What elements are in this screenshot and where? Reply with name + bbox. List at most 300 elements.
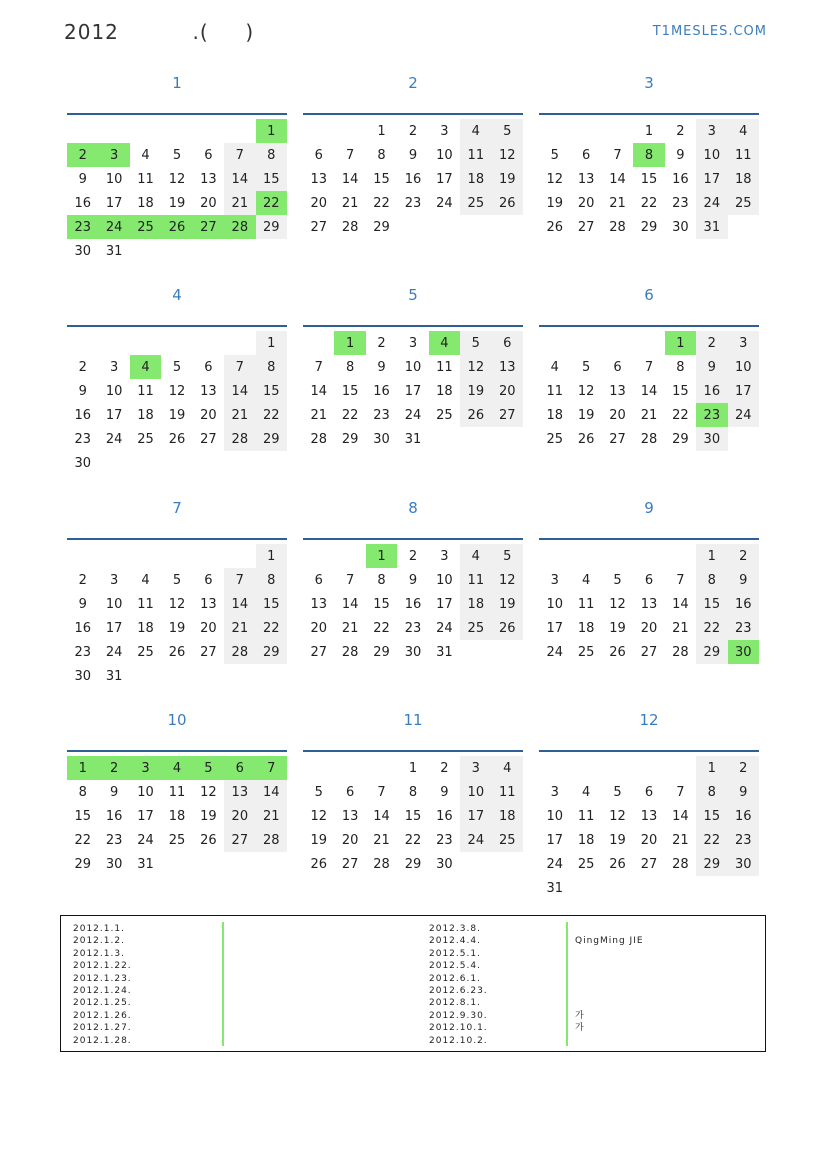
- day-cell: 20: [200, 195, 217, 211]
- day-cell: 8: [696, 568, 727, 592]
- empty-day: [570, 331, 601, 355]
- empty-day: [539, 756, 570, 780]
- day-cell: 16: [696, 379, 727, 403]
- day-cell: 11: [460, 568, 491, 592]
- empty-day: [602, 756, 633, 780]
- day-cell: 13: [341, 808, 359, 824]
- day-cell: 18: [168, 808, 186, 824]
- day-cell: 9: [676, 147, 685, 163]
- note-description: 가: [575, 1010, 585, 1021]
- month-name: 5: [408, 286, 418, 304]
- day-cell: 30: [436, 856, 453, 872]
- day-cell: 13: [640, 808, 658, 824]
- day-cell: 30: [728, 640, 759, 664]
- day-cell: 10: [546, 596, 563, 612]
- day-cell: 6: [224, 756, 255, 780]
- day-cell: 18: [137, 407, 154, 423]
- day-cell: 17: [105, 195, 123, 211]
- month-name: 6: [644, 286, 654, 304]
- day-cell: 26: [310, 856, 327, 872]
- day-cell: 21: [341, 620, 359, 636]
- month-day-grid: [303, 119, 523, 239]
- day-cell: 1: [256, 119, 287, 143]
- day-cell: 11: [436, 359, 453, 375]
- day-cell: 23: [728, 616, 759, 640]
- empty-day: [98, 544, 129, 568]
- day-cell: 15: [256, 167, 287, 191]
- day-cell: 6: [314, 147, 323, 163]
- day-cell: 7: [345, 147, 355, 163]
- day-cell: 10: [728, 355, 759, 379]
- day-cell: 23: [67, 215, 98, 239]
- day-cell: 16: [404, 171, 422, 187]
- day-cell: 13: [577, 171, 595, 187]
- day-cell: 13: [310, 596, 327, 612]
- day-cell: 2: [408, 548, 418, 564]
- notes-left-dates: [73, 923, 132, 1047]
- month-day-grid: [67, 331, 287, 475]
- day-cell: 22: [341, 407, 359, 423]
- day-cell: 11: [460, 143, 491, 167]
- day-cell: 23: [436, 832, 453, 848]
- day-cell: 25: [436, 407, 453, 423]
- day-cell: 24: [436, 620, 453, 636]
- day-cell: 27: [341, 856, 359, 872]
- day-cell: 28: [373, 856, 390, 872]
- day-cell: 17: [460, 804, 491, 828]
- day-cell: 10: [105, 596, 123, 612]
- day-cell: 8: [256, 355, 287, 379]
- day-cell: 18: [460, 592, 491, 616]
- day-cell: 14: [341, 171, 359, 187]
- day-cell: 30: [74, 668, 91, 684]
- empty-day: [161, 544, 192, 568]
- empty-day: [570, 119, 601, 143]
- day-cell: 28: [310, 431, 327, 447]
- day-cell: 3: [98, 143, 129, 167]
- day-cell: 8: [256, 568, 287, 592]
- month-name: 7: [172, 499, 182, 517]
- day-cell: 30: [728, 852, 759, 876]
- day-cell: 19: [609, 620, 626, 636]
- day-cell: 26: [200, 832, 217, 848]
- month-rule: [303, 538, 523, 540]
- day-cell: 14: [373, 808, 390, 824]
- empty-day: [602, 544, 633, 568]
- day-cell: 2: [377, 335, 386, 351]
- day-cell: 19: [492, 167, 523, 191]
- day-cell: 12: [460, 355, 491, 379]
- day-cell: 24: [546, 856, 563, 872]
- day-cell: 3: [440, 548, 449, 564]
- day-cell: 17: [436, 596, 453, 612]
- day-cell: 2: [67, 143, 98, 167]
- day-cell: 2: [728, 756, 759, 780]
- day-cell: 24: [105, 431, 123, 447]
- month-rule: [539, 750, 759, 752]
- empty-day: [130, 544, 161, 568]
- day-cell: 21: [341, 195, 359, 211]
- month-day-grid: [303, 331, 523, 451]
- day-cell: 27: [193, 215, 224, 239]
- month-day-grid: [303, 544, 523, 664]
- empty-day: [334, 544, 365, 568]
- day-cell: 23: [672, 195, 689, 211]
- day-cell: 28: [609, 219, 626, 235]
- day-cell: 11: [137, 171, 154, 187]
- day-cell: 19: [577, 407, 595, 423]
- day-cell: 6: [204, 359, 213, 375]
- day-cell: 14: [310, 383, 327, 399]
- day-cell: 6: [204, 147, 213, 163]
- note-date: 2012.1.24.: [73, 985, 132, 996]
- day-cell: 7: [224, 355, 255, 379]
- day-cell: 11: [728, 143, 759, 167]
- day-cell: 22: [74, 832, 91, 848]
- day-cell: 29: [373, 219, 390, 235]
- day-cell: 25: [137, 644, 154, 660]
- day-cell: 17: [546, 832, 563, 848]
- day-cell: 11: [492, 780, 523, 804]
- day-cell: 14: [672, 596, 689, 612]
- day-cell: 29: [373, 644, 390, 660]
- note-date: 2012.3.8.: [429, 924, 481, 934]
- empty-day: [633, 544, 664, 568]
- day-cell: 18: [728, 167, 759, 191]
- day-cell: 15: [404, 808, 422, 824]
- day-cell: 4: [141, 572, 150, 588]
- day-cell: 9: [440, 784, 449, 800]
- note-date: 2012.1.25.: [73, 998, 132, 1009]
- day-cell: 2: [78, 359, 87, 375]
- day-cell: 8: [377, 572, 386, 588]
- note-date: 2012.1.3.: [73, 948, 125, 959]
- day-cell: 24: [436, 195, 453, 211]
- day-cell: 6: [492, 331, 523, 355]
- day-cell: 16: [373, 383, 390, 399]
- day-cell: 14: [672, 808, 689, 824]
- day-cell: 21: [672, 620, 689, 636]
- day-cell: 22: [696, 616, 727, 640]
- day-cell: 9: [78, 383, 87, 399]
- day-cell: 4: [460, 544, 491, 568]
- day-cell: 7: [644, 359, 654, 375]
- day-cell: 30: [404, 644, 422, 660]
- day-cell: 17: [105, 407, 123, 423]
- day-cell: 10: [404, 359, 422, 375]
- day-cell: 15: [696, 804, 727, 828]
- day-cell: 24: [546, 644, 563, 660]
- empty-day: [633, 331, 664, 355]
- day-cell: 18: [546, 407, 563, 423]
- month-rule: [303, 750, 523, 752]
- empty-day: [98, 119, 129, 143]
- empty-day: [303, 119, 334, 143]
- empty-day: [67, 119, 98, 143]
- day-cell: 4: [728, 119, 759, 143]
- day-cell: 5: [172, 147, 182, 163]
- day-cell: 1: [366, 544, 397, 568]
- day-cell: 26: [460, 403, 491, 427]
- day-cell: 6: [581, 147, 591, 163]
- day-cell: 2: [408, 123, 418, 139]
- empty-day: [303, 544, 334, 568]
- day-cell: 3: [130, 756, 161, 780]
- day-cell: 4: [581, 784, 591, 800]
- day-cell: 9: [408, 147, 418, 163]
- day-cell: 5: [172, 572, 182, 588]
- day-cell: 26: [492, 616, 523, 640]
- note-description: [575, 960, 644, 972]
- empty-day: [130, 331, 161, 355]
- empty-day: [602, 331, 633, 355]
- note-date: 2012.1.2.: [73, 936, 125, 947]
- day-cell: 17: [105, 620, 123, 636]
- empty-day: [366, 756, 397, 780]
- empty-day: [67, 544, 98, 568]
- day-cell: 26: [577, 431, 595, 447]
- day-cell: 21: [224, 616, 255, 640]
- day-cell: 3: [728, 331, 759, 355]
- day-cell: 29: [256, 427, 287, 451]
- month-rule: [67, 325, 287, 327]
- day-cell: 3: [109, 572, 119, 588]
- day-cell: 25: [728, 191, 759, 215]
- note-description: [575, 973, 644, 985]
- day-cell: 9: [109, 784, 119, 800]
- day-cell: 26: [492, 191, 523, 215]
- day-cell: 7: [613, 147, 622, 163]
- day-cell: 25: [130, 215, 161, 239]
- day-cell: 10: [696, 143, 727, 167]
- day-cell: 2: [728, 544, 759, 568]
- day-cell: 30: [74, 243, 91, 259]
- day-cell: 29: [672, 431, 689, 447]
- day-cell: 29: [404, 856, 422, 872]
- empty-day: [193, 544, 224, 568]
- day-cell: 27: [640, 856, 658, 872]
- empty-day: [67, 331, 98, 355]
- day-cell: 1: [334, 331, 365, 355]
- day-cell: 7: [314, 359, 323, 375]
- day-cell: 5: [460, 331, 491, 355]
- day-cell: 20: [609, 407, 626, 423]
- day-cell: 3: [109, 359, 119, 375]
- day-cell: 22: [640, 195, 658, 211]
- day-cell: 15: [341, 383, 359, 399]
- day-cell: 8: [345, 359, 355, 375]
- day-cell: 10: [105, 383, 123, 399]
- day-cell: 30: [105, 856, 123, 872]
- month-name: 4: [172, 286, 182, 304]
- holiday-notes: [60, 915, 766, 1052]
- day-cell: 12: [168, 383, 186, 399]
- day-cell: 18: [436, 383, 453, 399]
- note-date: 2012.10.2.: [429, 1035, 488, 1046]
- day-cell: 7: [256, 756, 287, 780]
- day-cell: 15: [696, 592, 727, 616]
- day-cell: 12: [609, 808, 626, 824]
- note-description: [575, 985, 644, 997]
- day-cell: 12: [168, 596, 186, 612]
- empty-day: [539, 544, 570, 568]
- empty-day: [665, 544, 696, 568]
- day-cell: 13: [609, 383, 626, 399]
- empty-day: [570, 544, 601, 568]
- day-cell: 7: [224, 143, 255, 167]
- day-cell: 14: [224, 592, 255, 616]
- day-cell: 1: [696, 756, 727, 780]
- day-cell: 18: [577, 832, 595, 848]
- day-cell: 11: [546, 383, 563, 399]
- day-cell: 6: [644, 784, 654, 800]
- day-cell: 27: [492, 403, 523, 427]
- day-cell: 12: [200, 784, 217, 800]
- day-cell: 28: [224, 640, 255, 664]
- empty-day: [193, 331, 224, 355]
- day-cell: 1: [665, 331, 696, 355]
- month-day-grid: [67, 756, 287, 876]
- day-cell: 4: [492, 756, 523, 780]
- day-cell: 12: [168, 171, 186, 187]
- day-cell: 9: [78, 596, 87, 612]
- day-cell: 14: [341, 596, 359, 612]
- note-date: 2012.1.26.: [73, 1010, 132, 1021]
- day-cell: 9: [408, 572, 418, 588]
- day-cell: 26: [168, 431, 186, 447]
- day-cell: 8: [676, 359, 685, 375]
- day-cell: 22: [373, 620, 390, 636]
- brand-link[interactable]: T1MESLES.COM: [652, 24, 767, 39]
- day-cell: 21: [224, 191, 255, 215]
- day-cell: 24: [137, 832, 154, 848]
- day-cell: 29: [341, 431, 359, 447]
- day-cell: 8: [633, 143, 664, 167]
- month-day-grid: [67, 544, 287, 688]
- day-cell: 21: [672, 832, 689, 848]
- day-cell: 9: [728, 568, 759, 592]
- day-cell: 23: [74, 644, 91, 660]
- day-cell: 31: [404, 431, 422, 447]
- notes-right-dates: [429, 923, 488, 1047]
- day-cell: 3: [550, 572, 559, 588]
- empty-day: [570, 756, 601, 780]
- day-cell: 28: [341, 644, 359, 660]
- day-cell: 1: [256, 544, 287, 568]
- empty-day: [98, 331, 129, 355]
- notes-right-descriptions: [575, 923, 644, 1047]
- day-cell: 1: [377, 123, 386, 139]
- day-cell: 3: [696, 119, 727, 143]
- day-cell: 12: [492, 568, 523, 592]
- day-cell: 21: [224, 403, 255, 427]
- day-cell: 7: [377, 784, 386, 800]
- day-cell: 22: [672, 407, 689, 423]
- empty-day: [130, 119, 161, 143]
- month-day-grid: [539, 544, 759, 664]
- day-cell: 15: [74, 808, 91, 824]
- day-cell: 21: [373, 832, 390, 848]
- day-cell: 17: [137, 808, 154, 824]
- day-cell: 16: [728, 804, 759, 828]
- day-cell: 19: [492, 592, 523, 616]
- day-cell: 11: [168, 784, 186, 800]
- day-cell: 2: [78, 572, 87, 588]
- day-cell: 28: [640, 431, 658, 447]
- day-cell: 2: [98, 756, 129, 780]
- day-cell: 19: [546, 195, 563, 211]
- day-cell: 12: [492, 143, 523, 167]
- day-cell: 28: [256, 828, 287, 852]
- day-cell: 23: [696, 403, 727, 427]
- day-cell: 24: [404, 407, 422, 423]
- month-rule: [67, 538, 287, 540]
- empty-day: [224, 119, 255, 143]
- empty-day: [303, 756, 334, 780]
- day-cell: 25: [546, 431, 563, 447]
- day-cell: 27: [310, 644, 327, 660]
- day-cell: 3: [460, 756, 491, 780]
- day-cell: 17: [404, 383, 422, 399]
- day-cell: 4: [130, 355, 161, 379]
- day-cell: 29: [256, 640, 287, 664]
- month-rule: [539, 325, 759, 327]
- day-cell: 31: [436, 644, 453, 660]
- day-cell: 19: [168, 620, 186, 636]
- day-cell: 8: [377, 147, 386, 163]
- empty-day: [633, 756, 664, 780]
- day-cell: 1: [67, 756, 98, 780]
- day-cell: 31: [546, 880, 563, 896]
- month-name: 12: [639, 711, 659, 729]
- day-cell: 8: [696, 780, 727, 804]
- day-cell: 2: [440, 760, 449, 776]
- day-cell: 13: [640, 596, 658, 612]
- note-description: [575, 923, 644, 935]
- month-name: 8: [408, 499, 418, 517]
- day-cell: 19: [609, 832, 626, 848]
- day-cell: 16: [672, 171, 689, 187]
- empty-day: [602, 119, 633, 143]
- day-cell: 14: [224, 167, 255, 191]
- day-cell: 17: [546, 620, 563, 636]
- notes-left-marker: [222, 922, 224, 1046]
- day-cell: 31: [137, 856, 154, 872]
- day-cell: 24: [105, 644, 123, 660]
- month-name: 2: [408, 74, 418, 92]
- page-title: 2012 .( ): [64, 20, 255, 44]
- day-cell: 19: [168, 195, 186, 211]
- day-cell: 28: [224, 427, 255, 451]
- day-cell: 3: [550, 784, 559, 800]
- empty-day: [334, 756, 365, 780]
- month-rule: [539, 538, 759, 540]
- day-cell: 5: [581, 359, 591, 375]
- day-cell: 8: [408, 784, 418, 800]
- day-cell: 5: [550, 147, 559, 163]
- day-cell: 30: [74, 455, 91, 471]
- day-cell: 15: [256, 379, 287, 403]
- empty-day: [224, 331, 255, 355]
- day-cell: 9: [696, 355, 727, 379]
- day-cell: 5: [314, 784, 323, 800]
- day-cell: 25: [577, 856, 595, 872]
- day-cell: 24: [98, 215, 129, 239]
- note-description: [575, 948, 644, 960]
- day-cell: 19: [460, 379, 491, 403]
- day-cell: 19: [168, 407, 186, 423]
- day-cell: 3: [440, 123, 449, 139]
